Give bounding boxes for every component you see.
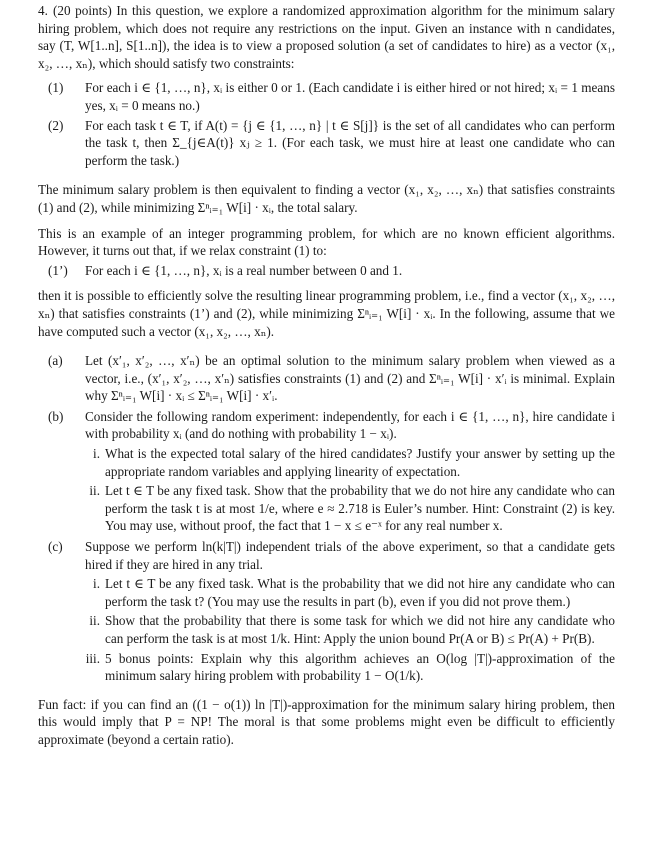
part-b	[38, 408, 615, 443]
part-a	[38, 352, 615, 405]
part-c-label: (c)	[48, 539, 63, 555]
part-c-ii	[38, 612, 615, 647]
part-c-text: Suppose we perform ln(k|T|) independent trials of the above experiment, so that a candidate gets hired if they are hired in any trial.	[85, 539, 615, 572]
part-b-i	[38, 445, 615, 480]
part-a-text: Let (x′₁, x′₂, …, x′ₙ) be an optimal solution to the minimum salary problem when viewed as a vector, i.e., (x′₁, x′₂, …, x′ₙ) satisfies constraints (1) and (2) and Σⁿᵢ₌₁ W[i] · x′ᵢ is minimal. Explain why Σⁿᵢ₌₁ W[i] · xᵢ ≤ Σⁿᵢ₌₁ W[i] · x′ᵢ.	[85, 353, 615, 404]
paragraph-linear-programming: then it is possible to efficiently solve the resulting linear programming problem, i.e., find a vector (x₁, x₂, …, xₙ) that satisfies constraints (1’) and (2), while minimizing Σⁿᵢ₌₁ W[i] · xᵢ. In the following, assume that we have computed such a vector (x₁, x₂, …, xₙ).	[38, 288, 615, 339]
part-c-i-label: i.	[93, 576, 100, 592]
part-c-iii	[38, 650, 615, 685]
part-c	[38, 538, 615, 573]
constraint-1-relaxed	[38, 262, 615, 280]
part-b-i-text: What is the expected total salary of the hired candidates? Justify your answer by setting up the appropriate random variables and applying linearity of expectation.	[105, 446, 615, 479]
constraint-list	[38, 79, 615, 169]
parts-list	[38, 352, 615, 685]
part-c-ii-text: Show that the probability that there is some task for which we did not hire any candidate who can perform the task is at most 1/k. Hint: Apply the union bound Pr(A or B) ≤ Pr(A) + Pr(B).	[105, 613, 615, 646]
problem-header	[38, 2, 615, 72]
part-c-i	[38, 575, 615, 610]
part-c-iii-label: iii.	[85, 650, 100, 666]
constraint-1-text: For each i ∈ {1, …, n}, xᵢ is either 0 or 1. (Each candidate i is either hired or not hired; xᵢ = 1 means yes, xᵢ = 0 means no.)	[85, 80, 615, 113]
constraint-2	[38, 117, 615, 170]
fun-fact: Fun fact: if you can find an ((1 − o(1)) ln |T|)-approximation for the minimum salary hiring problem, then this would imply that P = NP! The moral is that some problems might even be difficult to efficiently approximate (beyond a certain ratio).	[38, 696, 615, 747]
paragraph-integer-programming: This is an example of an integer programming problem, for which are no known efficient algorithms. However, it turns out that, if we relax constraint (1) to:	[38, 225, 615, 259]
part-c-iii-text: 5 bonus points: Explain why this algorithm achieves an O(log |T|)-approximation of the minimum salary hiring problem with probability 1 − O(1/k).	[105, 650, 615, 684]
constraint-2-label: (2)	[48, 117, 64, 133]
constraint-2-text: For each task t ∈ T, if A(t) = {j ∈ {1, …, n} | t ∈ S[j]} is the set of all candidates who can perform the task t, then Σ_{j∈A(t)} xⱼ ≥ 1. (For each task, we must hire at least one candidate who can perform the task.)	[85, 117, 615, 168]
constraint-1-relaxed-label: (1’)	[48, 262, 68, 278]
part-b-ii	[38, 482, 615, 535]
part-a-label: (a)	[48, 353, 63, 369]
constraint-1-relaxed-text: For each i ∈ {1, …, n}, xᵢ is a real number between 0 and 1.	[85, 262, 403, 278]
part-b-label: (b)	[48, 408, 64, 424]
problem-intro: (20 points) In this question, we explore a randomized approximation algorithm for the minimum salary hiring problem, which does not require any restrictions on the input. Given an instance with n candidates, say (T, W[1..n], S[1..n]), the idea is to view a proposed solution (a set of candidates to hire) as a vector (x₁, x₂, …, xₙ), which should satisfy two constraints:	[38, 3, 615, 71]
part-b-ii-label: ii.	[89, 483, 100, 499]
constraint-1	[38, 79, 615, 114]
constraint-1-label: (1)	[48, 80, 64, 96]
part-c-ii-label: ii.	[89, 613, 100, 629]
part-b-i-label: i.	[93, 446, 100, 462]
part-b-text: Consider the following random experiment: independently, for each i ∈ {1, …, n}, hire candidate i with probability xᵢ (and do nothing with probability 1 − xᵢ).	[85, 408, 615, 442]
part-c-i-text: Let t ∈ T be any fixed task. What is the probability that we did not hire any candidate who can perform the task t? (You may use the results in part (b), even if you did not prove them.)	[105, 576, 615, 609]
part-b-ii-text: Let t ∈ T be any fixed task. Show that the probability that we do not hire any candidate who can perform the task t is at most 1/e, where e ≈ 2.718 is Euler’s number. Hint: Constraint (2) is key. You may use, without proof, the fact that 1 − x ≤ e⁻ˣ for any real number x.	[105, 483, 615, 534]
paragraph-equivalent: The minimum salary problem is then equivalent to finding a vector (x₁, x₂, …, xₙ) that satisfies constraints (1) and (2), while minimizing Σⁿᵢ₌₁ W[i] · xᵢ, the total salary.	[38, 182, 615, 215]
problem-number: 4.	[38, 3, 48, 18]
